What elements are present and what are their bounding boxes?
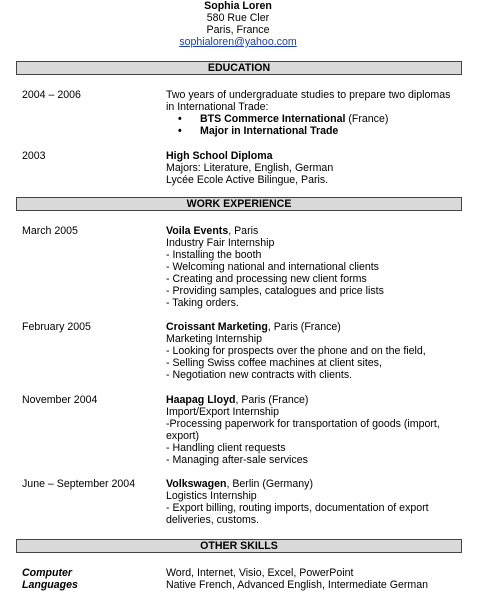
education-entry [166, 150, 456, 186]
education-bullet [166, 125, 456, 137]
experience-entry [166, 478, 456, 526]
section-experience-bar: WORK EXPERIENCE [16, 197, 462, 211]
employer-name: Croissant Marketing [166, 321, 268, 333]
experience-line: - Taking orders. [166, 297, 239, 309]
city-address: Paris, France [206, 24, 270, 36]
experience-date: June – September 2004 [22, 478, 136, 490]
skill-value-text: Native French, Advanced English, Intermediate German [166, 579, 429, 591]
education-entry [166, 89, 456, 137]
diploma-name: BTS Commerce International [200, 113, 346, 125]
experience-line: - Looking for prospects over the phone and on the field, [166, 345, 426, 357]
employer-location: , Paris (France) [267, 321, 341, 333]
diploma-name: Major in International Trade [200, 125, 339, 137]
skill-value [166, 579, 456, 591]
skill-label: Computer [22, 567, 73, 579]
skill-value-text: Word, Internet, Visio, Excel, PowerPoint [166, 567, 354, 579]
employer-location: , Berlin (Germany) [226, 478, 313, 490]
experience-line: Industry Fair Internship [166, 237, 275, 249]
email-link[interactable]: sophialoren@yahoo.com [179, 36, 297, 48]
skill-label: Languages [22, 579, 78, 591]
employer-location: , Paris (France) [235, 394, 309, 406]
experience-line: - Export billing, routing imports, documentation of export [166, 502, 429, 514]
section-education-bar: EDUCATION [16, 61, 462, 75]
section-skills-bar: OTHER SKILLS [16, 539, 462, 553]
candidate-name: Sophia Loren [204, 0, 272, 12]
education-description: Two years of undergraduate studies to prepare two diplomas [166, 89, 451, 101]
experience-line: -Processing paperwork for transportation of goods (import, [166, 418, 440, 430]
employer-location: , Paris [228, 225, 259, 237]
education-detail: Lycée Ecole Active Bilingue, Paris. [166, 174, 329, 186]
education-date: 2003 [22, 150, 46, 162]
experience-date: March 2005 [22, 225, 78, 237]
employer-name: Voila Events [166, 225, 229, 237]
experience-line: export) [166, 430, 199, 442]
experience-line: - Handling client requests [166, 442, 286, 454]
experience-entry [166, 321, 456, 381]
experience-line: Import/Export Internship [166, 406, 280, 418]
education-title: High School Diploma [166, 150, 273, 162]
experience-line: deliveries, customs. [166, 514, 260, 526]
experience-line: - Installing the booth [166, 249, 262, 261]
employer-name: Haapag Lloyd [166, 394, 236, 406]
contact-header [0, 0, 476, 48]
diploma-country: (France) [345, 113, 389, 125]
experience-line: - Selling Swiss coffee machines at client sites, [166, 357, 382, 369]
employer-name: Volkswagen [166, 478, 227, 490]
street-address: 580 Rue Cler [206, 12, 270, 24]
experience-line: - Negotiation new contracts with clients. [166, 369, 353, 381]
experience-entry [166, 225, 456, 309]
experience-line: - Providing samples, catalogues and price lists [166, 285, 384, 297]
experience-line: - Welcoming national and international clients [166, 261, 379, 273]
education-bullet [166, 113, 456, 125]
skill-value [166, 567, 456, 579]
education-date: 2004 – 2006 [22, 89, 81, 101]
experience-date: November 2004 [22, 394, 98, 406]
education-description: in International Trade: [166, 101, 269, 113]
experience-line: - Creating and processing new client forms [166, 273, 367, 285]
experience-line: - Managing after-sale services [166, 454, 308, 466]
experience-entry [166, 394, 456, 466]
experience-line: Logistics Internship [166, 490, 257, 502]
experience-line: Marketing Internship [166, 333, 262, 345]
experience-date: February 2005 [22, 321, 91, 333]
education-detail: Majors: Literature, English, German [166, 162, 334, 174]
